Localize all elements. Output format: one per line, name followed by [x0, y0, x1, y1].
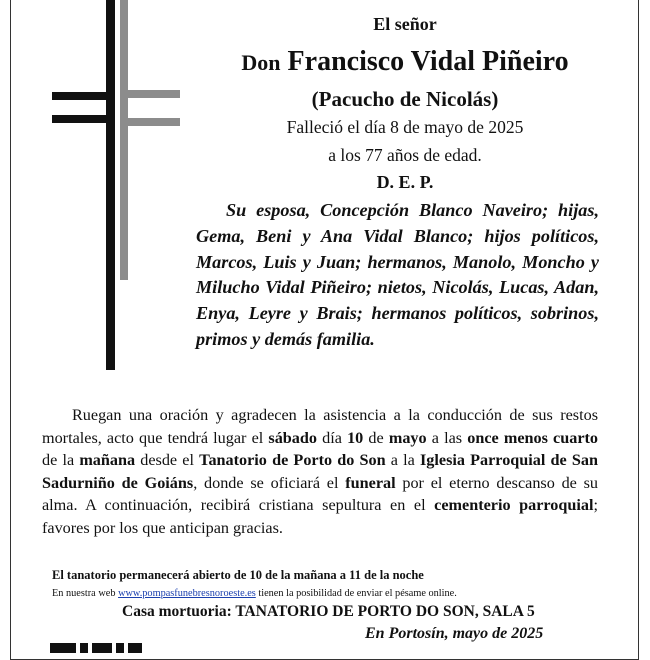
ceremony-time: once menos cuarto	[467, 428, 599, 447]
funeral-home: Casa mortuoria: TANATORIO DE PORTO DO SON, SALA 5	[122, 603, 535, 620]
cross-black-vertical	[106, 0, 115, 370]
ceremony-date: 10	[347, 428, 364, 447]
opening-hours-note: El tanatorio permanecerá abierto de 10 de la mañana a 11 de la noche	[52, 568, 424, 582]
family-text: Su esposa, Concepción Blanco Naveiro; hijas, Gema, Beni y Ana Vidal Blanco; hijos políticos, Marcos, Luis y Juan; hermanos, Manolo, Moncho y Milucho Vidal Piñeiro; nietos, Nicolás, Lucas, Adan, Enya, Leyre y Brais; hermanos políticos, sobrinos, primos y demás familia.	[196, 200, 599, 349]
family-list	[196, 198, 599, 353]
ceremony-text: día	[317, 428, 348, 447]
ceremony-text: , donde se oficiará el	[193, 473, 346, 492]
ceremony-church: Iglesia Parroquial de San Sadurniño de Goiáns	[42, 451, 599, 492]
cross-black-arm-upper	[52, 92, 115, 100]
cross-gray-arm-lower	[120, 118, 180, 126]
cross-black-arm-lower	[52, 115, 115, 123]
ceremony-text: Ruegan una oración y agradecen la asistencia a la conducción de sus restos mortales, acto que tendrá lugar el	[42, 406, 598, 447]
web-note	[52, 588, 457, 599]
logo-icon	[50, 643, 142, 653]
ceremony-paragraph	[42, 404, 598, 540]
ceremony-text: a la	[385, 451, 420, 470]
ceremony-day: sábado	[268, 428, 317, 447]
ceremony-service: funeral	[345, 473, 396, 492]
ceremony-period: mañana	[79, 451, 136, 470]
age: a los 77 años de edad.	[328, 145, 482, 165]
deceased-name	[180, 46, 630, 78]
ceremony-origin: Tanatorio de Porto do Son	[199, 451, 386, 470]
ceremony-text: a las	[426, 428, 468, 447]
cross-gray-arm-upper	[120, 90, 180, 98]
death-date: Falleció el día 8 de mayo de 2025	[286, 117, 524, 137]
web-prefix: En nuestra web	[52, 588, 119, 599]
web-suffix: tienen la posibilidad de enviar el pésame online.	[255, 588, 457, 599]
ceremony-text: por el eterno descanso de su alma. A continuación, recibirá cristiana sepultura en el	[42, 473, 599, 515]
cross-gray-vertical	[120, 0, 128, 280]
full-name: Francisco Vidal Piñeiro	[287, 46, 569, 77]
ceremony-text: ; favores por los que anticipan gracias.	[42, 496, 598, 537]
place-date: En Portosín, mayo de 2025	[365, 625, 544, 642]
cross-icon	[50, 0, 180, 370]
ceremony-text: de la	[42, 451, 80, 470]
ceremony-text: de	[363, 428, 389, 447]
website-link[interactable]: www.pompasfunebresnoroeste.es	[118, 588, 256, 599]
rip: D. E. P.	[376, 172, 434, 192]
honorific: Don	[241, 50, 281, 75]
ceremony-month: mayo	[388, 428, 427, 447]
title-senor: El señor	[373, 14, 437, 34]
ceremony-text: desde el	[135, 451, 200, 470]
ceremony-cemetery: cementerio parroquial	[434, 496, 594, 515]
nickname: (Pacucho de Nicolás)	[311, 87, 499, 111]
